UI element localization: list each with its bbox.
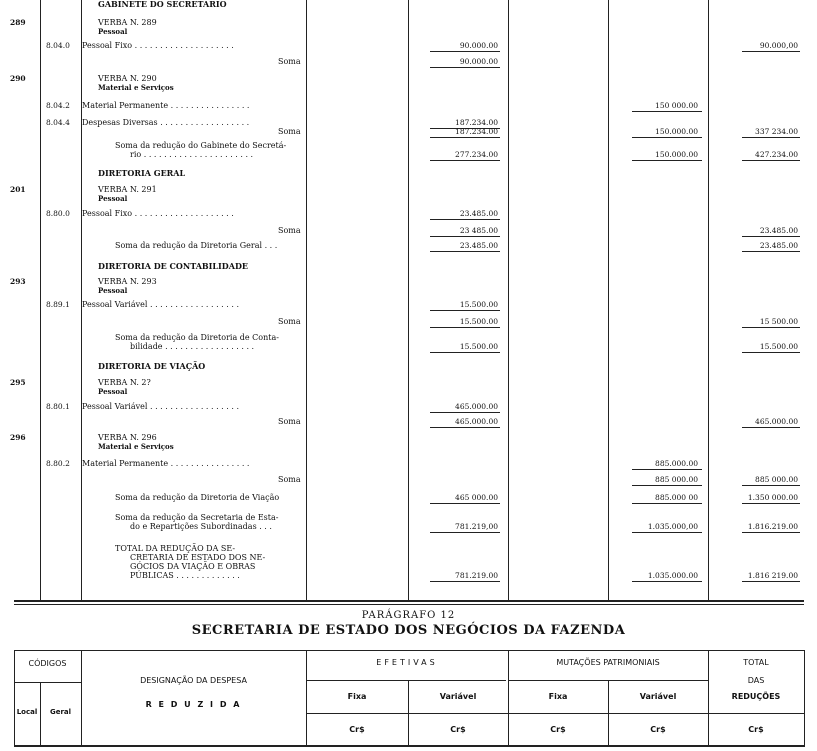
underline-rule (742, 137, 800, 138)
row-description: Pessoal Variável . . . . . . . . . . . . . . . . . . (82, 402, 239, 411)
underline-rule (632, 532, 702, 533)
row-code: 295 (10, 378, 26, 387)
amount-c3: 150 000.00 (655, 101, 698, 110)
underline-rule (632, 581, 702, 582)
soma-label: Soma (278, 57, 301, 66)
row-description: VERBA N. 291 (98, 185, 157, 194)
row-description: VERBA N. 290 (98, 74, 157, 83)
row-description-cont: do e Repartições Subordinadas . . . (130, 522, 272, 531)
soma-label: Soma (278, 226, 301, 235)
underline-rule (430, 51, 500, 52)
row-subcode: 8.04.4 (46, 118, 70, 127)
underline-rule (430, 581, 500, 582)
row-description-cont: Pessoal (98, 387, 128, 396)
underline-rule (742, 532, 800, 533)
row-description: Material Permanente . . . . . . . . . . . . . . . . (82, 101, 250, 110)
underline-rule (742, 485, 800, 486)
header-fixa-efetivas: Fixa (347, 692, 367, 701)
underline-rule (742, 160, 800, 161)
underline-rule (742, 427, 800, 428)
row-subcode: 8.04.2 (46, 101, 70, 110)
amount-c1: 781.219,00 (455, 522, 498, 531)
amount-c3: 150.000.00 (655, 127, 698, 136)
soma-label: Soma (278, 417, 301, 426)
row-description: VERBA N. 289 (98, 18, 157, 27)
row-description: Soma da redução da Diretoria de Viação (115, 493, 280, 502)
amount-c1: 465.000.00 (455, 417, 498, 426)
amount-c1: 15.500.00 (459, 342, 498, 351)
underline-rule (632, 485, 702, 486)
row-description: DIRETORIA GERAL (98, 168, 186, 178)
row-description-cont: Material e Serviços (98, 83, 174, 92)
amount-c1: 465.000.00 (455, 402, 498, 411)
header-fixa-mutacoes: Fixa (548, 692, 568, 701)
underline-rule (430, 427, 500, 428)
header-variavel-mutacoes: Variável (639, 692, 677, 701)
underline-rule (430, 137, 500, 138)
underline-rule (430, 503, 500, 504)
row-subcode: 8.80.1 (46, 402, 70, 411)
amount-c5: 427.234.00 (755, 150, 798, 159)
amount-c5: 1.816 219.00 (747, 571, 798, 580)
header-codigos: CÓDIGOS (28, 659, 67, 668)
amount-c1: 90.000.00 (459, 41, 498, 50)
row-description: GABINETE DO SECRETARIO (98, 0, 227, 9)
underline-rule (742, 327, 800, 328)
soma-label: Soma (278, 475, 301, 484)
row-description: VERBA N. 296 (98, 433, 157, 442)
row-code: 296 (10, 433, 26, 442)
row-description: TOTAL DA REDUÇÃO DA SE- (115, 544, 236, 553)
underline-rule (632, 469, 702, 470)
underline-rule (632, 137, 702, 138)
column-rule (708, 0, 709, 600)
amount-c5: 337 234.00 (755, 127, 798, 136)
underline-rule (430, 219, 500, 220)
row-description: Despesas Diversas . . . . . . . . . . . . . . . . . . (82, 118, 250, 127)
amount-c1: 23 485.00 (459, 226, 498, 235)
row-description: Pessoal Fixo . . . . . . . . . . . . . . . . . . . . (82, 209, 234, 218)
underline-rule (742, 581, 800, 582)
row-description-cont: rio . . . . . . . . . . . . . . . . . . . . . . (130, 150, 254, 159)
header-efetivas: EFETIVAS (376, 658, 438, 667)
row-description: VERBA N. 2? (98, 378, 151, 387)
row-code: 201 (10, 185, 26, 194)
amount-c1: 187.234.00 (455, 118, 498, 127)
paragraph-heading: PARÁGRAFO 12 (361, 610, 456, 621)
amount-c1: 465 000.00 (455, 493, 498, 502)
underline-rule (430, 412, 500, 413)
underline-rule (632, 160, 702, 161)
underline-rule (742, 352, 800, 353)
row-subcode: 8.80.2 (46, 459, 70, 468)
amount-c1: 23.485.00 (459, 209, 498, 218)
underline-rule (430, 236, 500, 237)
underline-rule (430, 160, 500, 161)
currency-label: Cr$ (450, 725, 466, 734)
currency-label: Cr$ (650, 725, 666, 734)
row-description: Soma da redução do Gabinete do Secretá- (115, 141, 287, 150)
amount-c3: 885.000 00 (655, 493, 698, 502)
currency-label: Cr$ (550, 725, 566, 734)
row-description: Soma da redução da Diretoria Geral . . . (115, 241, 278, 250)
header-das: DAS (747, 676, 765, 685)
underline-rule (632, 111, 702, 112)
column-rule (508, 0, 509, 600)
soma-label: Soma (278, 317, 301, 326)
amount-c3: 885 000.00 (655, 475, 698, 484)
amount-c5: 885 000.00 (755, 475, 798, 484)
row-description: Soma da redução da Secretaria de Esta- (115, 513, 279, 522)
underline-rule (430, 251, 500, 252)
header-geral: Geral (49, 708, 72, 716)
underline-rule (632, 503, 702, 504)
section-title: SECRETARIA DE ESTADO DOS NEGÓCIOS DA FAZENDA (191, 623, 626, 638)
amount-c5: 1.816.219.00 (747, 522, 798, 531)
amount-c5: 1.350 000.00 (747, 493, 798, 502)
header-mutacoes: MUTAÇÕES PATRIMONIAIS (556, 658, 660, 667)
row-description-cont: Pessoal (98, 194, 128, 203)
row-description-cont: Pessoal (98, 27, 128, 36)
amount-c1: 187.234.00 (455, 127, 498, 136)
amount-c5: 465.000.00 (755, 417, 798, 426)
underline-rule (430, 532, 500, 533)
row-subcode: 8.04.0 (46, 41, 70, 50)
amount-c5: 15 500.00 (759, 317, 798, 326)
row-subcode: 8.80.0 (46, 209, 70, 218)
underline-rule (742, 236, 800, 237)
underline-rule (430, 67, 500, 68)
row-description: Material Permanente . . . . . . . . . . . . . . . . (82, 459, 250, 468)
amount-c3: 885.000.00 (655, 459, 698, 468)
header-reduzida: R E D U Z I D A (145, 700, 242, 709)
amount-c1: 15.500.00 (459, 300, 498, 309)
amount-c3: 1.035.000,00 (647, 522, 698, 531)
row-description-cont: CRETARIA DE ESTADO DOS NE- (130, 553, 266, 562)
row-description-cont: PÚBLICAS . . . . . . . . . . . . . (130, 571, 240, 580)
header-variavel-efetivas: Variável (439, 692, 477, 701)
header-total: TOTAL (743, 658, 769, 667)
soma-label: Soma (278, 127, 301, 136)
row-description: VERBA N. 293 (98, 277, 157, 286)
row-description-cont: GÓCIOS DA VIAÇÃO E OBRAS (130, 562, 256, 571)
amount-c3: 1.035.000.00 (647, 571, 698, 580)
table-bottom-rule (14, 604, 804, 605)
row-description: DIRETORIA DE CONTABILIDADE (98, 261, 248, 271)
amount-c1: 781.219.00 (455, 571, 498, 580)
header-designacao: DESIGNAÇÃO DA DESPESA (140, 676, 247, 685)
amount-c1: 90.000.00 (459, 57, 498, 66)
underline-rule (742, 503, 800, 504)
underline-rule (430, 310, 500, 311)
row-code: 293 (10, 277, 26, 286)
column-rule (306, 0, 307, 600)
currency-label: Cr$ (748, 725, 764, 734)
header-reducoes: REDUÇÕES (731, 692, 781, 701)
row-subcode: 8.89.1 (46, 300, 70, 309)
amount-c5: 90.000,00 (759, 41, 798, 50)
table-bottom-rule (14, 600, 804, 602)
underline-rule (430, 352, 500, 353)
amount-c3: 150.000.00 (655, 150, 698, 159)
currency-label: Cr$ (349, 725, 365, 734)
amount-c1: 15.500.00 (459, 317, 498, 326)
row-description: DIRETORIA DE VIAÇÃO (98, 361, 206, 371)
amount-c1: 277.234.00 (455, 150, 498, 159)
underline-rule (430, 327, 500, 328)
underline-rule (742, 251, 800, 252)
amount-c5: 23.485.00 (759, 241, 798, 250)
amount-c5: 23.485.00 (759, 226, 798, 235)
row-description-cont: Pessoal (98, 286, 128, 295)
row-code: 290 (10, 74, 26, 83)
row-description: Pessoal Fixo . . . . . . . . . . . . . . . . . . . . (82, 41, 234, 50)
column-rule (608, 0, 609, 600)
row-description-cont: bilidade . . . . . . . . . . . . . . . . . . (130, 342, 255, 351)
row-description: Pessoal Variável . . . . . . . . . . . . . . . . . . (82, 300, 239, 309)
row-description: Soma da redução da Diretoria de Conta- (115, 333, 279, 342)
column-rule (40, 0, 41, 600)
header-local: Local (16, 708, 38, 716)
amount-c1: 23.485.00 (459, 241, 498, 250)
row-description-cont: Material e Serviços (98, 442, 174, 451)
amount-c5: 15.500.00 (759, 342, 798, 351)
underline-rule (742, 51, 800, 52)
row-code: 289 (10, 18, 26, 27)
